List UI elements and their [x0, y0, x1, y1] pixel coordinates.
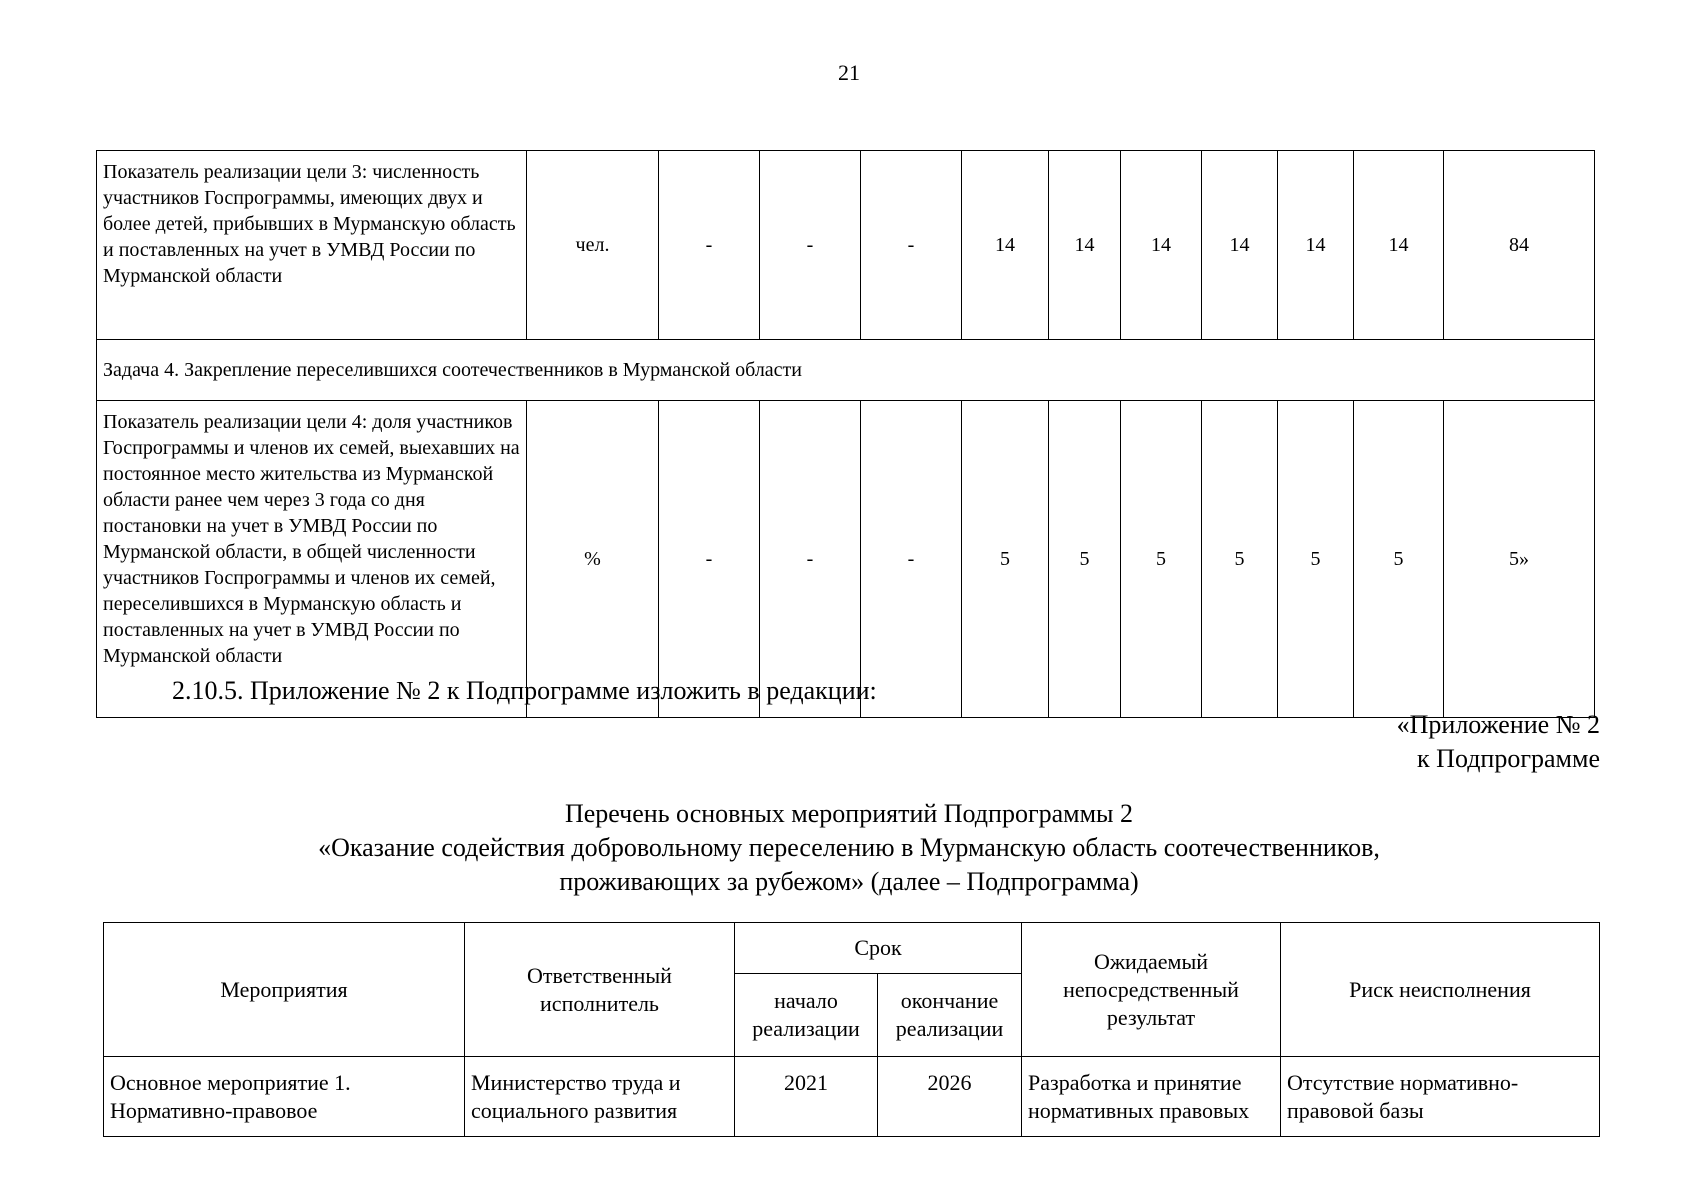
table-row: [97, 340, 1595, 401]
indicator-total: 84: [1444, 151, 1595, 340]
appendix-label: [1397, 708, 1600, 776]
indicator-value: 14: [1049, 151, 1121, 340]
indicator-value: -: [760, 151, 861, 340]
risk-cell: Отсутствие нормативно-правовой базы: [1281, 1057, 1600, 1137]
result-cell: Разработка и принятие нормативных правовых: [1022, 1057, 1281, 1137]
indicators-table: [96, 150, 1595, 718]
table-row: [97, 401, 1595, 718]
column-header: Ожидаемый непосредственный результат: [1022, 923, 1281, 1057]
indicator-value: 14: [1278, 151, 1354, 340]
indicator-unit: %: [527, 401, 659, 718]
task-row: Задача 4. Закрепление переселившихся соотечественников в Мурманской области: [97, 340, 1595, 401]
title-line: Перечень основных мероприятий Подпрограммы 2: [564, 799, 1134, 828]
indicator-value: 5: [1202, 401, 1278, 718]
indicator-value: 5: [1049, 401, 1121, 718]
indicator-description: Показатель реализации цели 4: доля участников Госпрограммы и членов их семей, выехавших на постоянное место жительства из Мурманской области ранее чем через 3 года со дня постановки на учет в УМВД России по Мурманской области, в общей численности участников Госпрограммы и членов их семей, переселившихся в Мурманскую область и поставленных на учет в УМВД России по Мурманской области: [97, 401, 527, 718]
column-header: Ответственный исполнитель: [465, 923, 735, 1057]
appendix-label-line: «Приложение № 2: [1396, 710, 1600, 739]
table-header-row: [104, 923, 1600, 974]
responsible-cell: Министерство труда и социального развития: [465, 1057, 735, 1137]
measure-cell: Основное мероприятие 1. Нормативно-правовое: [104, 1057, 465, 1137]
indicator-value: -: [861, 151, 962, 340]
measures-table: [103, 922, 1600, 1137]
indicator-value: 14: [1121, 151, 1202, 340]
start-cell: 2021: [735, 1057, 878, 1137]
indicator-value: -: [861, 401, 962, 718]
page-number: 21: [838, 60, 860, 85]
title-line: проживающих за рубежом» (далее – Подпрограмма): [559, 867, 1139, 896]
indicator-value: 14: [1202, 151, 1278, 340]
indicator-value: 14: [962, 151, 1049, 340]
indicator-total: 5»: [1444, 401, 1595, 718]
indicator-value: 14: [1354, 151, 1444, 340]
indicator-value: -: [659, 151, 760, 340]
indicator-unit: чел.: [527, 151, 659, 340]
column-header: окончание реализации: [878, 974, 1022, 1057]
indicator-value: 5: [1121, 401, 1202, 718]
column-header: Риск неисполнения: [1281, 923, 1600, 1057]
appendix-label-line: к Подпрограмме: [1417, 744, 1600, 773]
column-header: Мероприятия: [104, 923, 465, 1057]
indicator-value: -: [659, 401, 760, 718]
column-header: начало реализации: [735, 974, 878, 1057]
amendment-paragraph: 2.10.5. Приложение № 2 к Подпрограмме изложить в редакции:: [172, 676, 877, 705]
indicator-value: 5: [1354, 401, 1444, 718]
document-title: [0, 797, 1698, 899]
column-header: Срок: [735, 923, 1022, 974]
end-cell: 2026: [878, 1057, 1022, 1137]
indicator-value: 5: [1278, 401, 1354, 718]
indicator-value: 5: [962, 401, 1049, 718]
table-row: [104, 1057, 1600, 1137]
title-line: «Оказание содействия добровольному переселению в Мурманскую область соотечественников,: [318, 833, 1380, 862]
indicator-value: -: [760, 401, 861, 718]
indicator-description: Показатель реализации цели 3: численность участников Госпрограммы, имеющих двух и более детей, прибывших в Мурманскую область и поставленных на учет в УМВД России по Мурманской области: [97, 151, 527, 340]
table-row: [97, 151, 1595, 340]
